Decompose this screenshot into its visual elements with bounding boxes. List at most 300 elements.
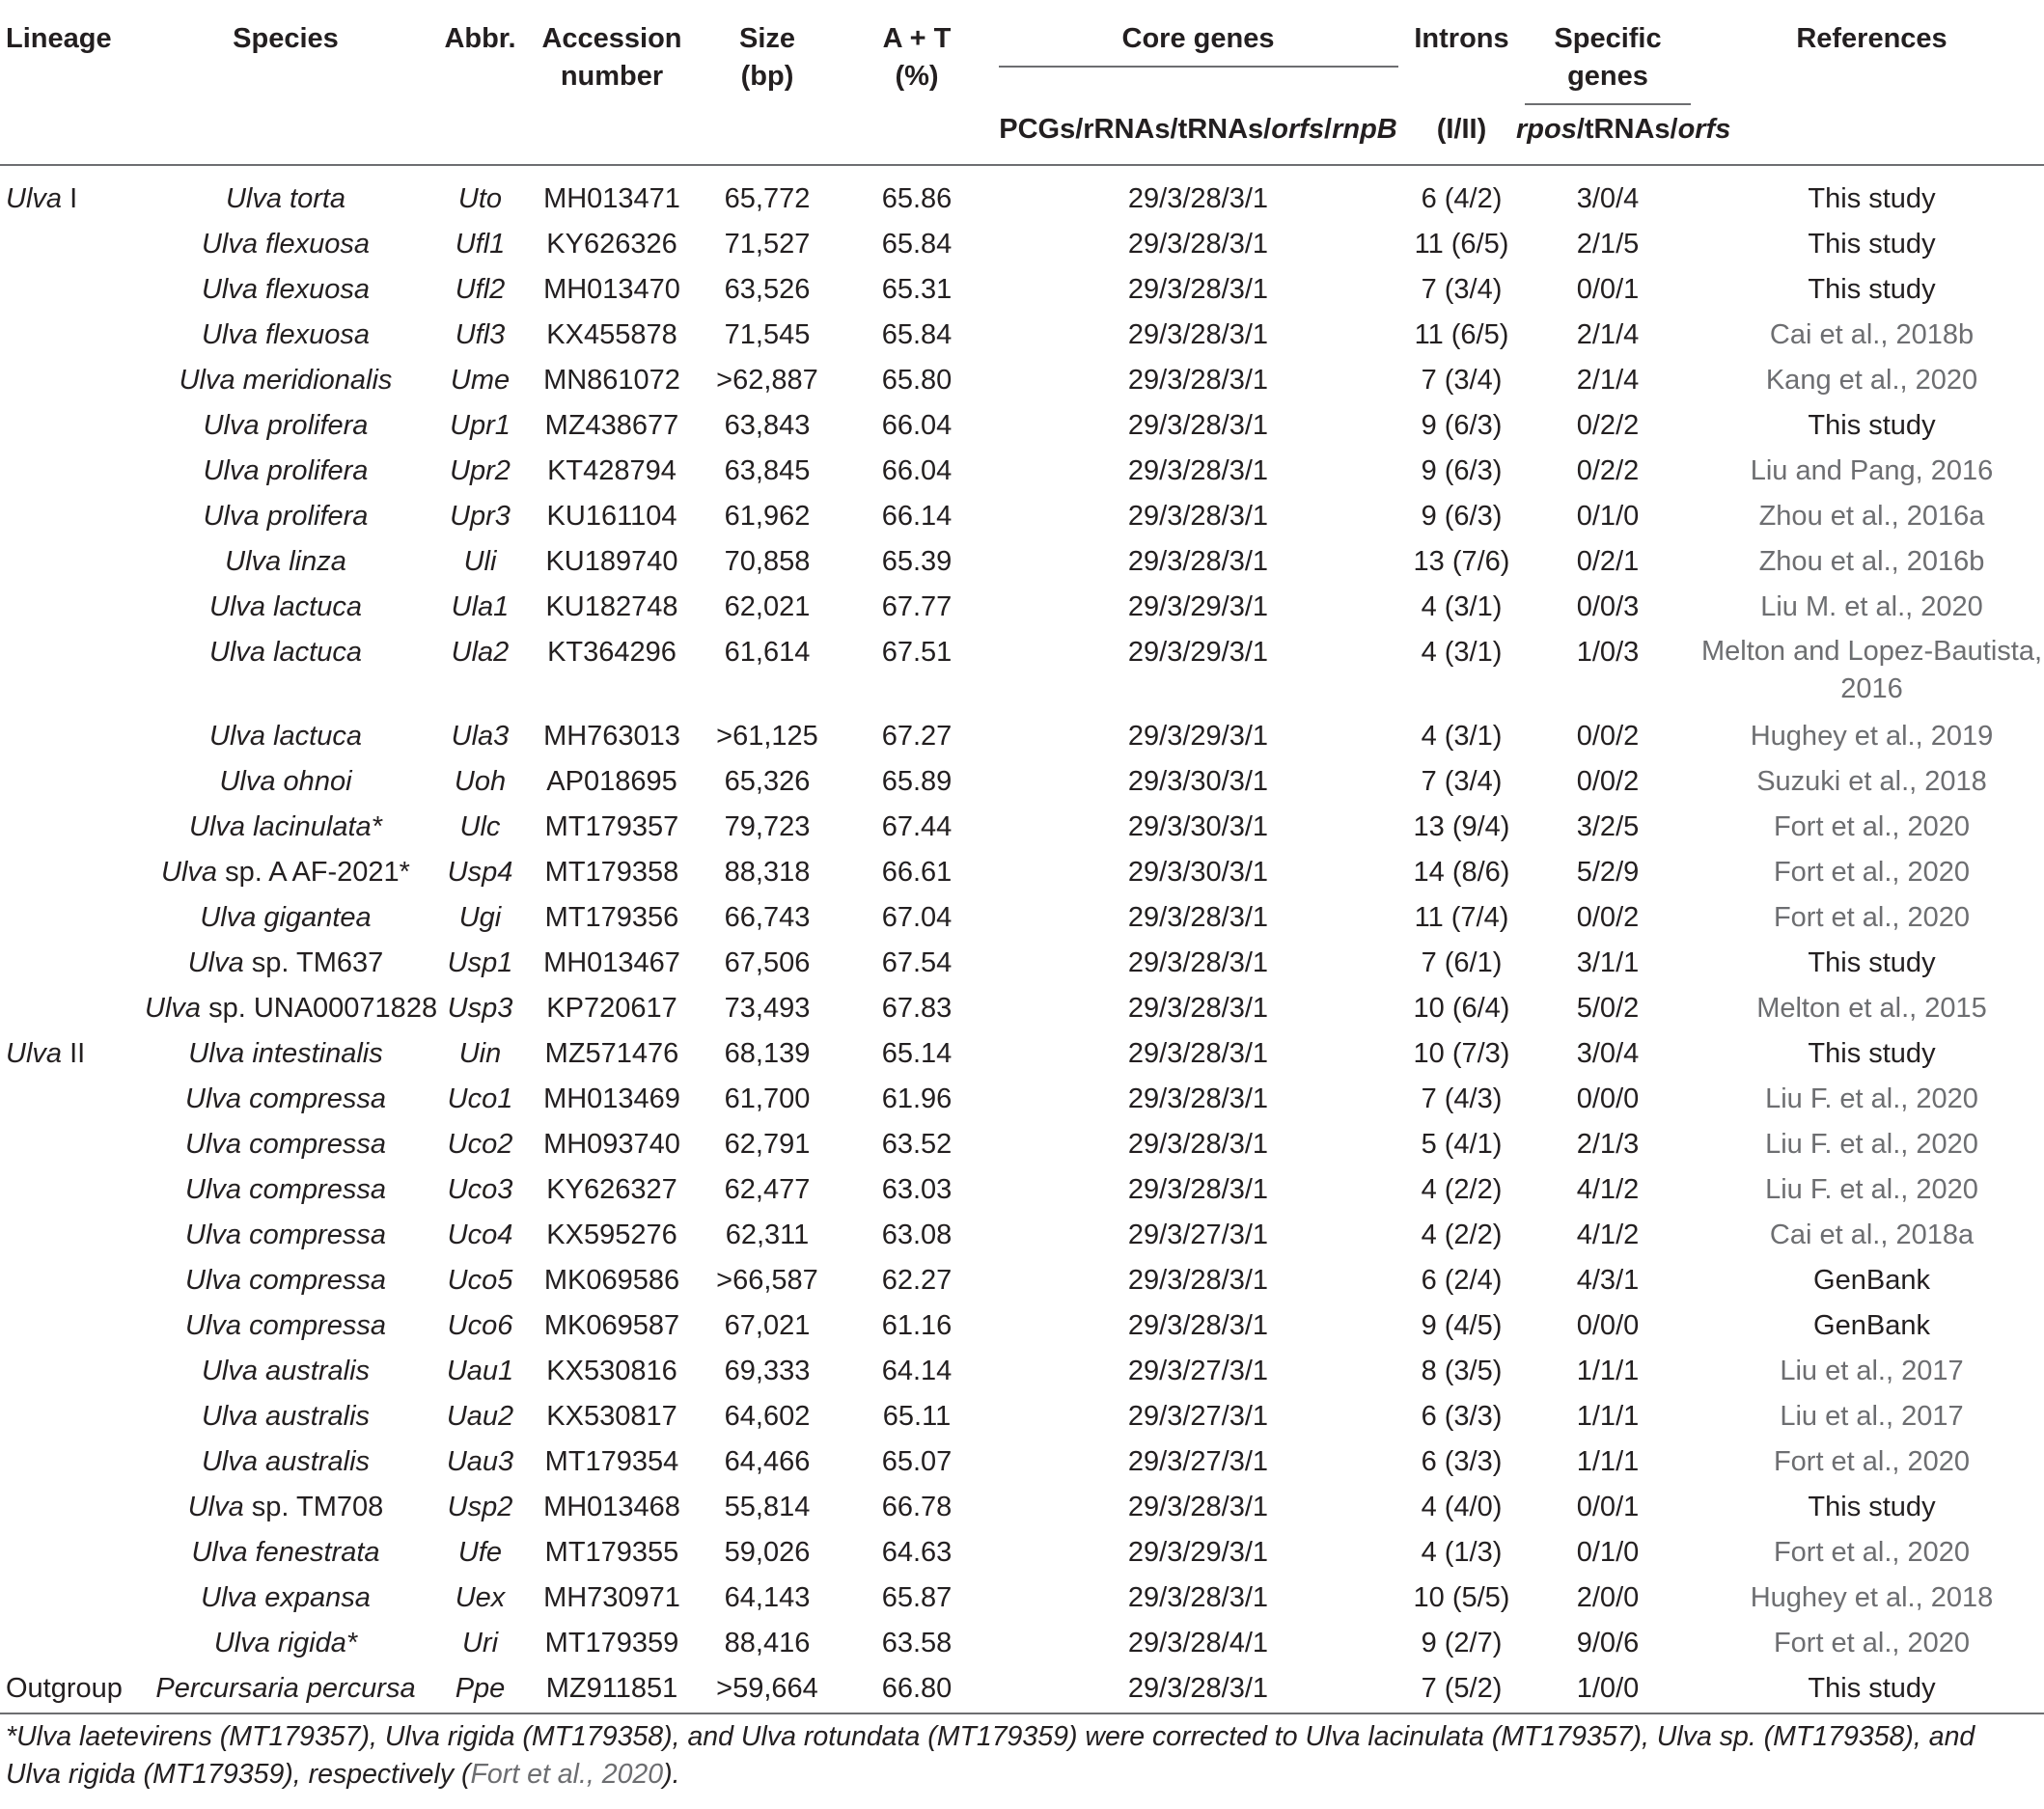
cell-abbr: Uco1 [447,1083,513,1114]
cell-lineage [0,633,145,717]
cell-specific-genes: 0/0/1 [1576,1492,1640,1522]
cell-abbr: Uto [457,183,503,214]
cell-lineage [0,315,145,361]
cell-abbr: Ume [450,365,511,396]
cell-abbr: Ula2 [451,637,510,668]
cell-size: 65,772 [724,183,811,214]
cell-lineage [0,717,145,762]
cell-species: Ulva lactuca [209,721,362,752]
cell-specific-genes: 0/0/0 [1576,1083,1640,1114]
cell-specific-genes: 0/0/2 [1576,721,1640,752]
cell-reference: Fort et al., 2020 [1773,902,1971,933]
table-row [0,1442,2044,1488]
cell-specific-genes: 2/1/4 [1576,319,1640,350]
cell-at-percent: 65.11 [882,1401,952,1432]
cell-species: Ulva sp. A AF-2021* [161,857,410,888]
cell-abbr: Upr1 [450,410,511,441]
cell-lineage [0,225,145,270]
cell-abbr: Uau3 [446,1446,514,1477]
cell-introns: 7 (3/4) [1421,365,1503,396]
cell-abbr: Usp3 [447,993,513,1024]
cell-specific-genes: 3/0/4 [1576,1038,1640,1069]
cell-species: Ulva torta [225,183,346,214]
cell-introns: 7 (3/4) [1421,274,1503,305]
cell-abbr: Ulc [459,811,501,842]
cell-at-percent: 65.87 [881,1582,953,1613]
cell-size: 62,311 [725,1220,810,1250]
cell-specific-genes: 4/1/2 [1576,1220,1640,1250]
cell-abbr: Uco5 [447,1265,513,1296]
cell-accession: MT179354 [544,1446,679,1477]
cell-species: Ulva australis [201,1356,371,1386]
cell-core-genes: 29/3/28/3/1 [1127,1492,1269,1522]
cell-introns: 5 (4/1) [1421,1129,1503,1160]
cell-introns: 11 (6/5) [1414,229,1509,260]
cell-introns: 6 (4/2) [1421,183,1503,214]
cell-reference: Cai et al., 2018a [1769,1220,1975,1250]
cell-introns: 10 (5/5) [1413,1582,1510,1613]
cell-specific-genes: 1/0/0 [1576,1673,1640,1704]
cell-introns: 13 (7/6) [1413,546,1510,577]
cell-species: Ulva meridionalis [179,365,393,396]
cell-lineage [0,1442,145,1488]
cell-accession: MT179357 [544,811,679,842]
cell-abbr: Uco6 [447,1310,513,1341]
table-header [0,0,2044,165]
cell-reference: Melton et al., 2015 [1756,993,1987,1024]
table-row [0,1352,2044,1397]
cell-abbr: Ugi [458,902,502,933]
cell-core-genes: 29/3/28/3/1 [1127,1083,1269,1114]
cell-specific-genes: 2/1/4 [1576,365,1640,396]
cell-size: 70,858 [724,546,811,577]
cell-core-genes: 29/3/28/3/1 [1127,1582,1269,1613]
cell-accession: KX530816 [546,1356,677,1386]
cell-introns: 6 (3/3) [1421,1446,1503,1477]
cell-specific-genes: 0/0/2 [1576,766,1640,797]
table-row [0,315,2044,361]
header-species: Species [233,23,339,54]
table-row [0,762,2044,808]
cell-specific-genes: 1/0/3 [1576,637,1640,668]
cell-specific-genes: 2/0/0 [1576,1582,1640,1613]
cell-size: >66,587 [716,1265,818,1296]
cell-reference: GenBank [1813,1310,1930,1341]
cell-reference: Zhou et al., 2016b [1758,546,1985,577]
table-body [0,165,2044,1714]
cell-core-genes: 29/3/28/3/1 [1127,1265,1269,1296]
table-row [0,1624,2044,1669]
cell-specific-genes: 0/0/3 [1576,591,1640,622]
table-row [0,1034,2044,1080]
cell-introns: 13 (9/4) [1413,811,1510,842]
cell-introns: 4 (4/0) [1421,1492,1503,1522]
cell-reference: Zhou et al., 2016a [1758,501,1985,532]
cell-introns: 6 (2/4) [1421,1265,1503,1296]
cell-size: 61,700 [724,1083,811,1114]
cell-core-genes: 29/3/28/3/1 [1127,229,1269,260]
cell-species: Ulva linza [225,546,346,577]
table-row [0,1306,2044,1352]
cell-reference: This study [1808,410,1936,441]
header-accession-line2: number [560,61,664,92]
cell-specific-genes: 4/1/2 [1576,1174,1640,1205]
cell-size: 64,143 [724,1582,811,1613]
cell-core-genes: 29/3/28/3/1 [1127,902,1269,933]
cell-at-percent: 65.80 [881,365,953,396]
cell-introns: 4 (3/1) [1421,721,1503,752]
cell-accession: MH730971 [543,1582,680,1613]
cell-core-genes: 29/3/28/3/1 [1127,501,1269,532]
header-accession-line1: Accession [541,23,682,54]
cell-lineage [0,808,145,853]
cell-at-percent: 67.27 [881,721,953,752]
table-row [0,361,2044,406]
cell-reference: Suzuki et al., 2018 [1756,766,1987,797]
cell-specific-genes: 1/1/1 [1576,1356,1640,1386]
cell-size: 63,843 [724,410,811,441]
cell-lineage [0,944,145,989]
header-size [690,0,844,105]
cell-species: Ulva lacinulata* [189,811,382,842]
cell-introns: 7 (5/2) [1421,1673,1503,1704]
cell-introns: 9 (6/3) [1421,501,1503,532]
cell-size: >59,664 [716,1673,818,1704]
cell-core-genes: 29/3/28/3/1 [1127,274,1269,305]
cell-lineage [0,853,145,898]
cell-lineage [0,361,145,406]
cell-core-genes: 29/3/27/3/1 [1127,1446,1269,1477]
cell-reference: Liu F. et al., 2020 [1765,1174,1978,1205]
cell-lineage [0,1397,145,1442]
cell-at-percent: 61.16 [881,1310,953,1341]
cell-size: 71,527 [724,229,811,260]
cell-lineage [0,1125,145,1170]
header-abbr: Abbr. [444,23,516,54]
cell-lineage [0,1306,145,1352]
cell-introns: 4 (2/2) [1421,1220,1503,1250]
cell-reference: GenBank [1813,1265,1930,1296]
cell-at-percent: 67.51 [881,637,953,668]
cell-size: 88,416 [724,1628,811,1658]
table-footnote [6,1718,2037,1794]
cell-at-percent: 63.08 [881,1220,953,1250]
cell-reference: Melton and Lopez-Bautista, 2016 [1700,636,2043,704]
cell-introns: 10 (7/3) [1413,1038,1510,1069]
cell-size: 62,021 [724,591,811,622]
table-row [0,808,2044,853]
cell-accession: MH763013 [543,721,680,752]
cell-at-percent: 64.14 [881,1356,953,1386]
cell-specific-genes: 3/0/4 [1576,183,1640,214]
cell-core-genes: 29/3/28/3/1 [1127,455,1269,486]
cell-size: 61,614 [724,637,811,668]
cell-abbr: Uau2 [446,1401,514,1432]
cell-at-percent: 62.27 [881,1265,953,1296]
cell-specific-genes: 5/2/9 [1576,857,1640,888]
cell-species: Ulva compressa [185,1083,386,1114]
cell-species: Ulva compressa [185,1265,386,1296]
cell-reference: This study [1808,274,1936,305]
table-row [0,452,2044,497]
cell-reference: Fort et al., 2020 [1773,1537,1971,1568]
cell-species: Ulva prolifera [203,455,369,486]
cell-accession: MN861072 [543,365,680,396]
cell-accession: MH013470 [543,274,680,305]
cell-abbr: Uco2 [447,1129,513,1160]
cell-species: Ulva prolifera [203,501,369,532]
cell-abbr: Uoh [454,766,507,797]
cell-at-percent: 67.77 [881,591,953,622]
cell-reference: Liu M. et al., 2020 [1760,591,1983,622]
cell-specific-genes: 1/1/1 [1576,1446,1640,1477]
cell-species: Ulva sp. TM637 [187,947,384,978]
cell-core-genes: 29/3/28/3/1 [1127,546,1269,577]
cell-reference: This study [1808,1038,1936,1069]
table-row [0,1488,2044,1533]
cell-introns: 9 (6/3) [1421,455,1503,486]
cell-lineage: Outgroup [6,1673,123,1704]
cell-introns: 11 (7/4) [1414,902,1509,933]
cell-at-percent: 67.83 [881,993,953,1024]
cell-species: Ulva flexuosa [201,274,371,305]
cell-abbr: Ula1 [451,591,510,622]
cell-species: Ulva flexuosa [201,319,371,350]
cell-lineage [0,452,145,497]
cell-core-genes: 29/3/28/3/1 [1127,183,1269,214]
cell-at-percent: 65.84 [881,229,953,260]
cell-core-genes: 29/3/28/3/1 [1127,1129,1269,1160]
cell-at-percent: 67.44 [881,811,953,842]
cell-size: 79,723 [724,811,811,842]
cell-accession: KY626326 [546,229,677,260]
cell-size: 55,814 [724,1492,811,1522]
cell-introns: 4 (1/3) [1421,1537,1503,1568]
cell-species: Ulva sp. UNA00071828 [145,993,438,1024]
cell-at-percent: 67.04 [881,902,953,933]
cell-core-genes: 29/3/28/3/1 [1127,1174,1269,1205]
cell-size: 67,506 [724,947,811,978]
cell-introns: 4 (3/1) [1421,637,1503,668]
cell-abbr: Ufl1 [455,229,506,260]
header-specific-subheader: rpos/tRNAs/orfs [1516,114,1731,145]
cell-introns: 7 (3/4) [1421,766,1503,797]
cell-size: 62,477 [724,1174,811,1205]
cell-accession: MT179356 [544,902,679,933]
cell-core-genes: 29/3/28/3/1 [1127,365,1269,396]
cell-abbr: Ula3 [451,721,510,752]
cell-introns: 8 (3/5) [1421,1356,1503,1386]
cell-reference: This study [1808,947,1936,978]
cell-reference: Fort et al., 2020 [1773,857,1971,888]
cell-size: 64,602 [724,1401,811,1432]
cell-specific-genes: 0/2/1 [1576,546,1640,577]
table-row [0,225,2044,270]
cell-at-percent: 65.89 [881,766,953,797]
cell-abbr: Uco4 [447,1220,513,1250]
header-accession [534,0,690,105]
table-row [0,1125,2044,1170]
cell-reference: This study [1808,183,1936,214]
cell-accession: KX455878 [546,319,677,350]
cell-size: 66,743 [724,902,811,933]
cell-at-percent: 66.04 [881,410,953,441]
cell-reference: This study [1808,1492,1936,1522]
cell-accession: MH013469 [543,1083,680,1114]
cell-introns: 4 (3/1) [1421,591,1503,622]
cell-lineage [0,1170,145,1216]
cell-accession: MT179355 [544,1537,679,1568]
cell-species: Ulva prolifera [203,410,369,441]
cell-species: Ulva ohnoi [219,766,352,797]
cell-reference: Liu F. et al., 2020 [1765,1129,1978,1160]
cell-core-genes: 29/3/28/3/1 [1127,319,1269,350]
cell-specific-genes: 9/0/6 [1576,1628,1640,1658]
cell-species: Ulva lactuca [209,637,362,668]
cell-abbr: Usp1 [447,947,513,978]
cell-reference: This study [1808,229,1936,260]
table-row [0,542,2044,588]
cell-abbr: Ufe [457,1537,503,1568]
cell-core-genes: 29/3/29/3/1 [1127,1537,1269,1568]
cell-reference: Cai et al., 2018b [1769,319,1975,350]
cell-at-percent: 64.63 [881,1537,953,1568]
cell-at-percent: 66.78 [881,1492,953,1522]
footnote-citation: Fort et al., 2020 [470,1759,664,1790]
header-lineage: Lineage [6,23,112,54]
table-row [0,1216,2044,1261]
cell-species: Ulva compressa [185,1310,386,1341]
cell-specific-genes: 0/2/2 [1576,410,1640,441]
cell-lineage [0,270,145,315]
cell-at-percent: 65.84 [881,319,953,350]
cell-at-percent: 63.58 [881,1628,953,1658]
cell-accession: KP720617 [546,993,677,1024]
cell-core-genes: 29/3/28/3/1 [1127,947,1269,978]
cell-introns: 11 (6/5) [1414,319,1509,350]
table-row [0,1578,2044,1624]
cell-accession: KX595276 [546,1220,677,1250]
cell-introns: 6 (3/3) [1421,1401,1503,1432]
header-specific-genes [1516,0,1699,105]
table-row [0,1533,2044,1578]
header-introns-subheader: (I/II) [1436,114,1487,145]
cell-reference: Liu et al., 2017 [1780,1356,1964,1386]
cell-size: 63,526 [724,274,811,305]
cell-specific-genes: 4/3/1 [1576,1265,1640,1296]
cell-size: 68,139 [724,1038,811,1069]
cell-specific-genes: 0/1/0 [1576,1537,1640,1568]
table-row [0,1397,2044,1442]
cell-specific-genes: 0/0/0 [1576,1310,1640,1341]
header-at-line1: A + T [882,23,952,54]
cell-core-genes: 29/3/27/3/1 [1127,1356,1269,1386]
cell-abbr: Usp2 [447,1492,513,1522]
cell-core-genes: 29/3/29/3/1 [1127,721,1269,752]
cell-at-percent: 65.86 [881,183,953,214]
cell-reference: Hughey et al., 2019 [1750,721,1994,752]
cell-lineage [0,898,145,944]
cell-size: >62,887 [716,365,818,396]
cell-species: Ulva compressa [185,1220,386,1250]
cell-specific-genes: 0/2/2 [1576,455,1640,486]
cell-reference: This study [1808,1673,1936,1704]
table-row [0,1669,2044,1714]
footnote-text: *Ulva laetevirens (MT179357), Ulva rigida (MT179358), and Ulva rotundata (MT179359) were corrected to Ulva lacinulata (MT179357), Ulva sp. (MT179358), and Ulva rigida (MT179359), respectively ( [6,1721,1975,1790]
table-row [0,717,2044,762]
table-row [0,633,2044,717]
cell-accession: MZ438677 [544,410,679,441]
cell-at-percent: 65.39 [881,546,953,577]
cell-species: Percursaria percursa [155,1673,416,1704]
cell-introns: 10 (6/4) [1413,993,1510,1024]
cell-size: 73,493 [724,993,811,1024]
cell-introns: 4 (2/2) [1421,1174,1503,1205]
cell-species: Ulva expansa [201,1582,371,1613]
cell-size: 88,318 [724,857,811,888]
cell-lineage: Ulva II [6,1038,86,1069]
cell-species: Ulva fenestrata [191,1537,380,1568]
cell-size: 61,962 [724,501,811,532]
footnote-divider [0,1713,2044,1714]
cell-accession: AP018695 [546,766,677,797]
cell-specific-genes: 3/2/5 [1576,811,1640,842]
cell-species: Ulva rigida* [213,1628,358,1658]
cell-abbr: Upr3 [450,501,511,532]
cell-introns: 7 (4/3) [1421,1083,1503,1114]
cell-core-genes: 29/3/27/3/1 [1127,1401,1269,1432]
cell-abbr: Uco3 [447,1174,513,1205]
cell-accession: MZ571476 [544,1038,679,1069]
header-at-line2: (%) [895,61,939,92]
cell-at-percent: 63.03 [881,1174,953,1205]
cell-species: Ulva australis [201,1401,371,1432]
table-row [0,497,2044,542]
cell-introns: 9 (2/7) [1421,1628,1503,1658]
cell-lineage [0,1261,145,1306]
cell-introns: 7 (6/1) [1421,947,1503,978]
cell-at-percent: 66.61 [881,857,953,888]
cell-reference: Hughey et al., 2018 [1750,1582,1994,1613]
cell-reference: Liu et al., 2017 [1780,1401,1964,1432]
cell-size: 64,466 [724,1446,811,1477]
table-row [0,1261,2044,1306]
cell-abbr: Uli [463,546,497,577]
cell-reference: Liu F. et al., 2020 [1765,1083,1978,1114]
cell-accession: MH093740 [543,1129,680,1160]
cell-lineage [0,1533,145,1578]
cell-accession: KY626327 [546,1174,677,1205]
cell-size: 65,326 [724,766,811,797]
cell-abbr: Usp4 [447,857,513,888]
header-size-line1: Size [738,23,796,54]
cell-introns: 9 (4/5) [1421,1310,1503,1341]
cell-reference: Kang et al., 2020 [1765,365,1978,396]
cell-reference: Fort et al., 2020 [1773,1628,1971,1658]
cell-core-genes: 29/3/28/3/1 [1127,1673,1269,1704]
table-row [0,989,2044,1034]
table-row [0,406,2044,452]
cell-abbr: Upr2 [450,455,511,486]
cell-abbr: Ppe [455,1673,506,1704]
cell-lineage [0,762,145,808]
cell-species: Ulva compressa [185,1129,386,1160]
cell-at-percent: 65.14 [881,1038,953,1069]
cell-abbr: Uau1 [446,1356,514,1386]
cell-core-genes: 29/3/30/3/1 [1127,766,1269,797]
cell-core-genes: 29/3/28/3/1 [1127,993,1269,1024]
cell-species: Ulva gigantea [200,902,372,933]
